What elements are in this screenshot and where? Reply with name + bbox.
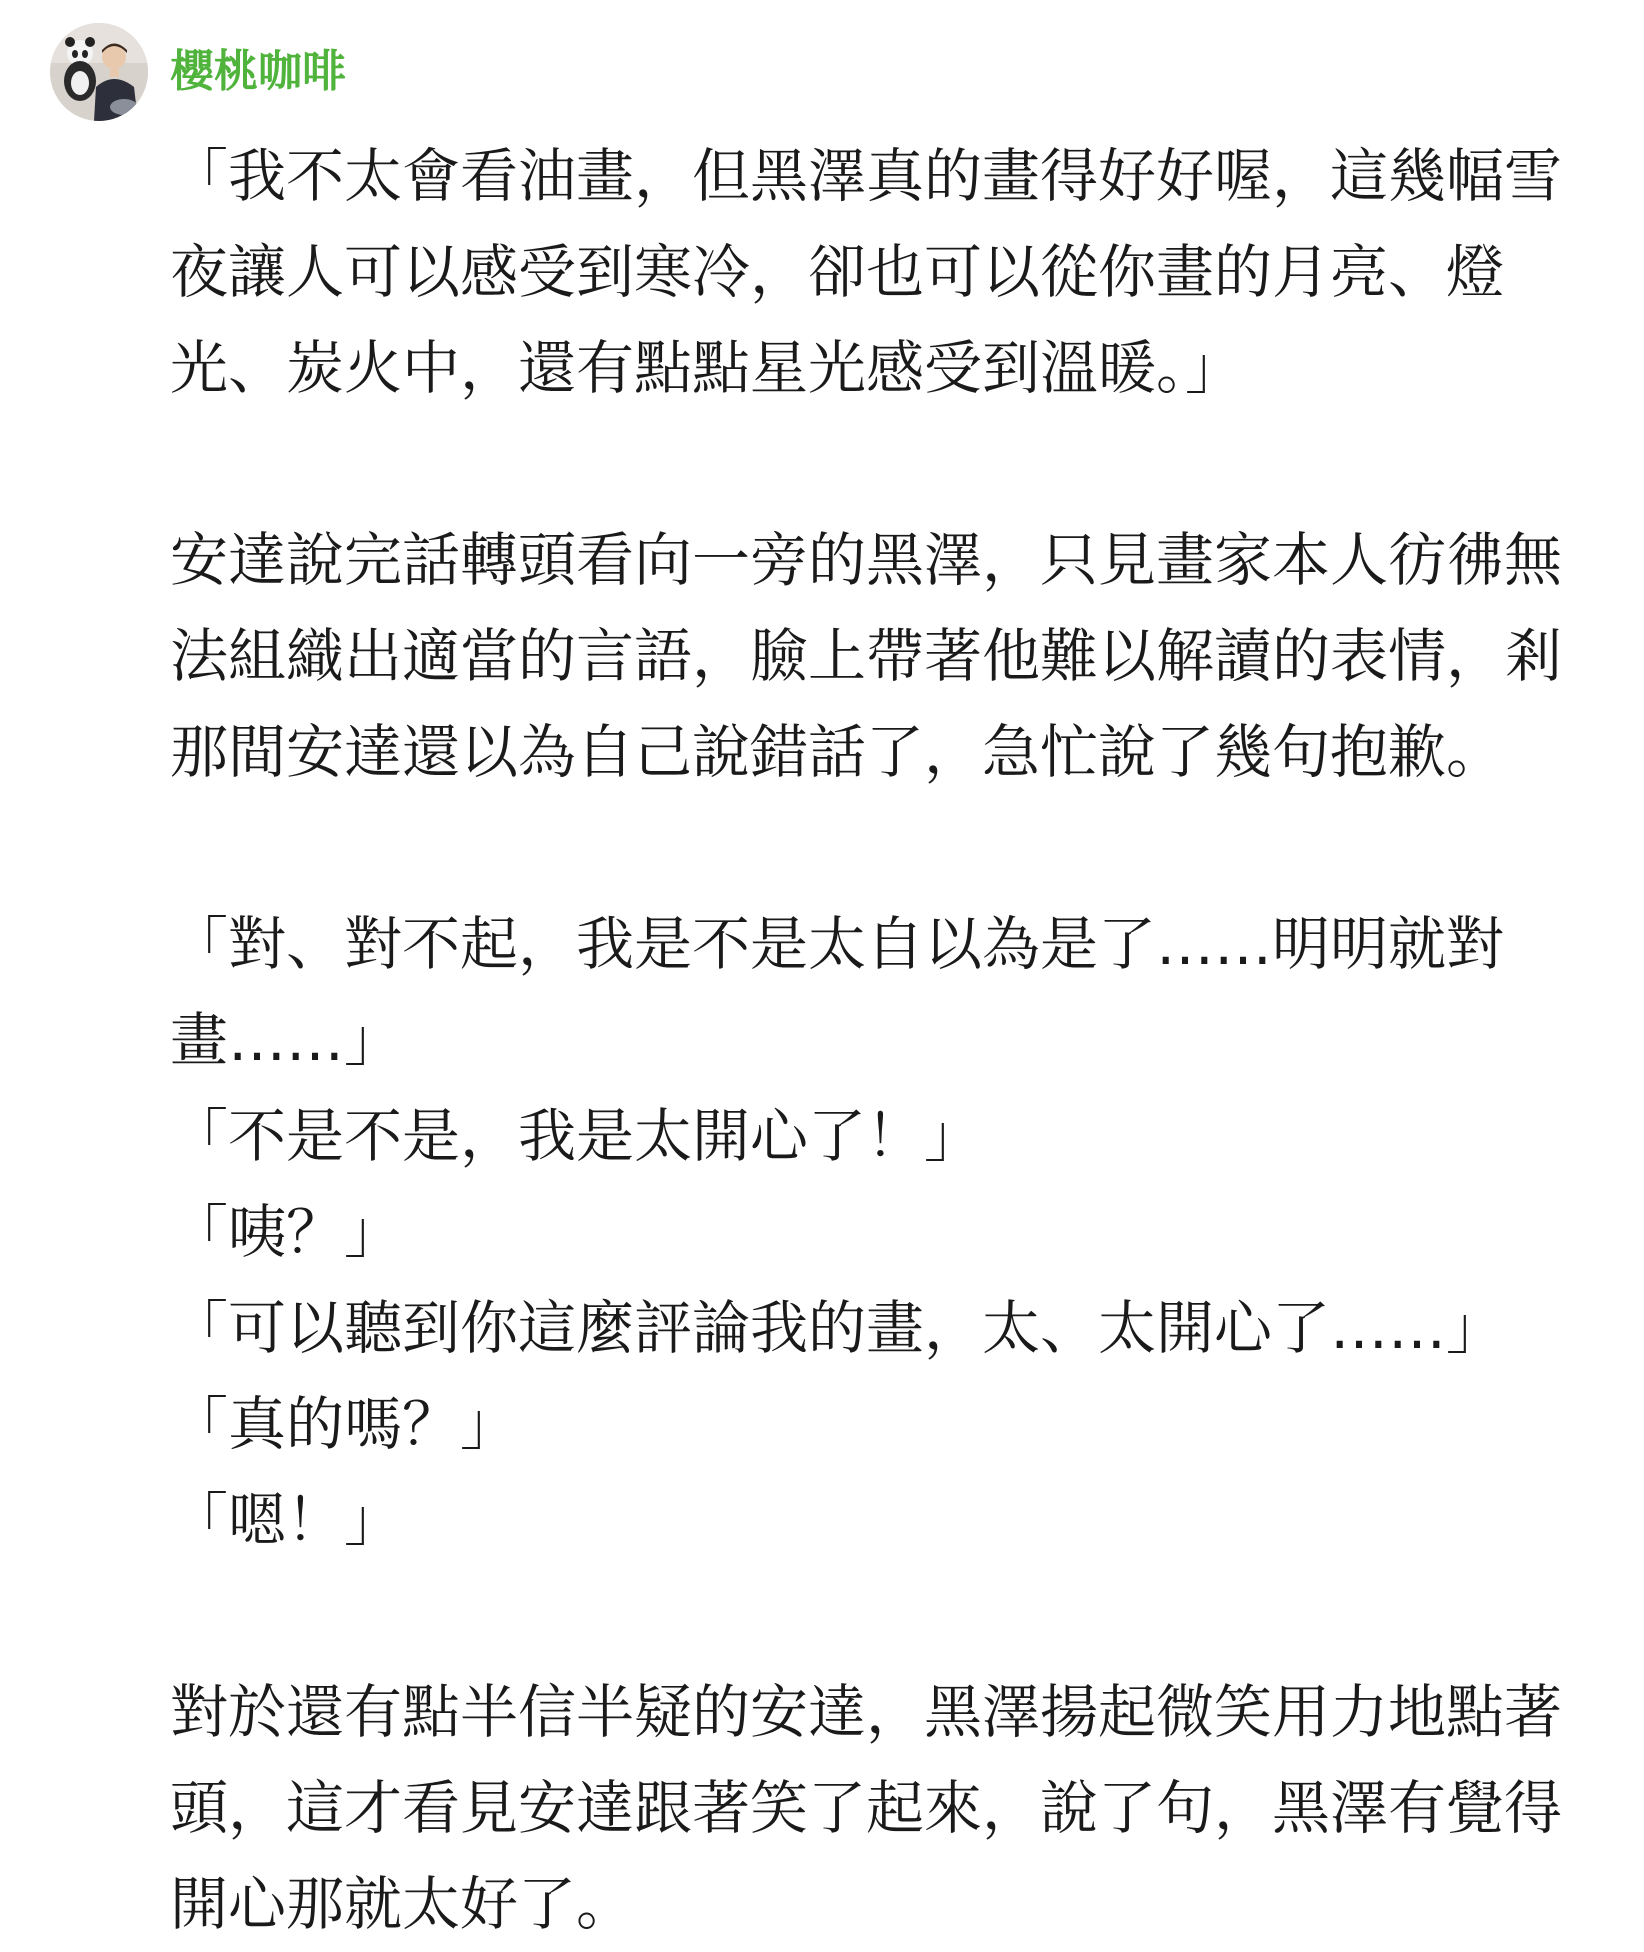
text-line: 頭，這才看見安達跟著笑了起來，說了句，黑澤有覺得 <box>170 1774 1563 1842</box>
text-line: 那間安達還以為自己說錯話了，急忙說了幾句抱歉。 <box>170 718 1505 786</box>
text-line: 「嗯！」 <box>170 1486 403 1554</box>
paragraph-gap <box>170 1568 1590 1664</box>
avatar[interactable] <box>50 23 148 121</box>
text-line: 「不是不是，我是太開心了！」 <box>170 1102 983 1170</box>
text-line: 法組織出適當的言語，臉上帶著他難以解讀的表情，剎 <box>170 622 1563 690</box>
text-line: 對於還有點半信半疑的安達，黑澤揚起微笑用力地點著 <box>170 1678 1563 1746</box>
author-name[interactable]: 櫻桃咖啡 <box>170 46 346 97</box>
paragraph-gap <box>170 800 1590 896</box>
avatar-photo-icon <box>50 23 148 121</box>
text-line: 安達說完話轉頭看向一旁的黑澤，只見畫家本人彷彿無 <box>170 526 1563 594</box>
text-line: 開心那就太好了。 <box>170 1870 635 1938</box>
text-line: 「咦？」 <box>170 1198 403 1266</box>
text-line: 「對、對不起，我是不是太自以為是了……明明就對 <box>170 910 1505 978</box>
post-header <box>50 22 346 122</box>
paragraph-gap <box>170 416 1590 512</box>
text-line: 光、炭火中，還有點點星光感受到溫暖。」 <box>170 334 1244 402</box>
text-line: 「可以聽到你這麼評論我的畫，太、太開心了……」 <box>170 1294 1505 1362</box>
text-line: 畫……」 <box>170 1006 403 1074</box>
text-line: 夜讓人可以感受到寒冷，卻也可以從你畫的月亮、燈 <box>170 238 1505 306</box>
text-line: 「我不太會看油畫，但黑澤真的畫得好好喔，這幾幅雪 <box>170 142 1563 210</box>
post-body <box>170 128 1590 1952</box>
text-line: 「真的嗎？」 <box>170 1390 519 1458</box>
